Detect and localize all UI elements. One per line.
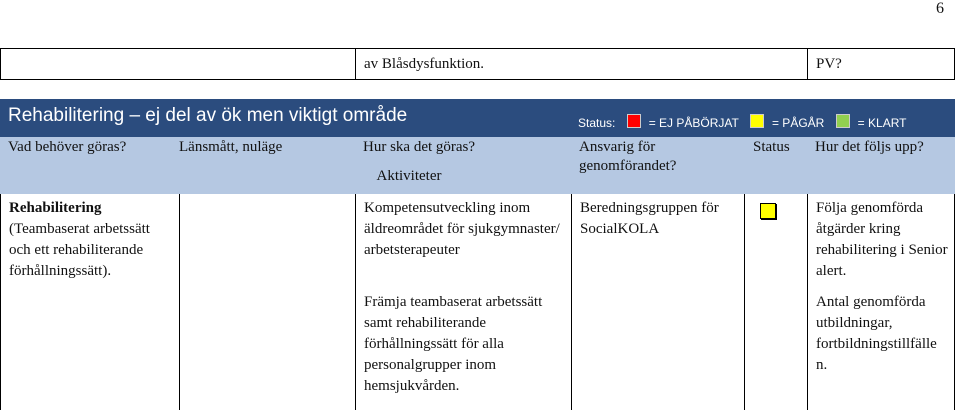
status-legend xyxy=(578,114,906,130)
table-row xyxy=(0,194,955,410)
legend-ongoing: = PÅGÅR xyxy=(771,116,825,130)
activity-teamwork: Främja teambaserat arbetssätt samt rehabiliterande förhållningssätt för alla personalgrupper inom hemsjukvården. xyxy=(364,294,543,394)
header-measure: Länsmått, nuläge xyxy=(179,139,283,155)
legend-not-started: = EJ PÅBÖRJAT xyxy=(648,116,739,130)
followup-b: Antal genomförda utbildningar, fortbildningstillfälle n. xyxy=(816,294,937,373)
red-square-icon xyxy=(627,114,641,128)
page-number: 6 xyxy=(936,0,944,17)
responsible-text: Beredningsgruppen för SocialKOLA xyxy=(580,200,719,237)
status-cell: PV? xyxy=(807,49,954,79)
row-goal-desc: (Teambaserat arbetssätt och ett rehabiliterande förhållningssätt). xyxy=(9,221,150,279)
yellow-square-icon xyxy=(750,114,764,128)
activity-cell: av Blåsdysfunktion. xyxy=(355,49,807,79)
section-banner xyxy=(0,99,955,137)
header-activities: Aktiviteter xyxy=(376,168,442,184)
table-header xyxy=(0,137,955,194)
status-yellow-square-icon xyxy=(760,203,776,219)
followup-a: Följa genomförda åtgärder kring rehabilitering i Senior alert. xyxy=(816,200,948,279)
activity-competence: Kompetensutveckling inom äldreområdet för sjukgymnaster/ arbetsterapeuter xyxy=(364,200,560,258)
section-title: Rehabilitering – ej del av ök men viktigt område xyxy=(8,105,408,126)
header-followup: Hur det följs upp? xyxy=(815,139,924,155)
status-label: Status: xyxy=(578,116,616,130)
header-how: Hur ska det göras? xyxy=(363,139,476,155)
continuation-row xyxy=(0,48,955,80)
header-status: Status xyxy=(753,139,790,155)
legend-done: = KLART xyxy=(857,116,907,130)
green-square-icon xyxy=(836,114,850,128)
header-what: Vad behöver göras? xyxy=(8,139,127,155)
header-responsible: Ansvarig för genomförandet? xyxy=(579,139,677,174)
row-goal xyxy=(9,198,174,282)
row-goal-title: Rehabilitering xyxy=(9,200,102,216)
